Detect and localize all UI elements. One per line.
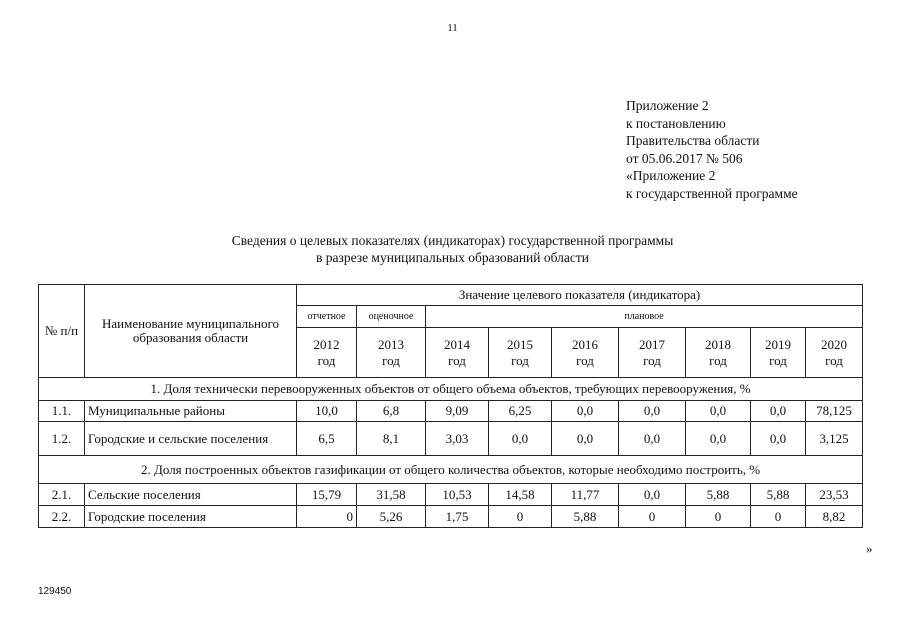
approval-line: Приложение 2 xyxy=(626,98,709,113)
row-num: 2.2. xyxy=(39,506,85,528)
row-num: 2.1. xyxy=(39,484,85,506)
row-value: 5,88 xyxy=(686,484,751,506)
row-value: 0,0 xyxy=(619,422,686,456)
row-value: 0 xyxy=(619,506,686,528)
approval-line: к постановлению xyxy=(626,115,726,131)
registration-number: 129450 xyxy=(38,586,72,597)
row-value: 9,09 xyxy=(426,401,489,422)
title-line: в разрезе муниципальных образований области xyxy=(316,250,589,265)
row-name: Муниципальные районы xyxy=(85,401,297,422)
header-row xyxy=(39,285,863,306)
header-value-group: Значение целевого показателя (индикатора) xyxy=(297,285,863,306)
row-num: 1.2. xyxy=(39,422,85,456)
header-year: 2018 год xyxy=(686,328,751,378)
row-value: 0,0 xyxy=(619,484,686,506)
header-year: 2013 год xyxy=(357,328,426,378)
row-value: 0,0 xyxy=(751,422,806,456)
header-year: 2012 год xyxy=(297,328,357,378)
section-row xyxy=(39,378,863,401)
row-value: 0,0 xyxy=(552,422,619,456)
approval-line: Правительства области xyxy=(626,133,760,148)
row-value: 5,26 xyxy=(357,506,426,528)
row-value: 0 xyxy=(751,506,806,528)
row-value: 0,0 xyxy=(489,422,552,456)
row-value: 31,58 xyxy=(357,484,426,506)
row-num: 1.1. xyxy=(39,401,85,422)
title-line: Сведения о целевых показателях (индикаторах) государственной программы xyxy=(231,233,674,248)
document-title xyxy=(0,232,905,266)
row-name: Городские поселения xyxy=(85,506,297,528)
row-name: Городские и сельские поселения xyxy=(85,422,297,456)
row-value: 23,53 xyxy=(806,484,863,506)
row-value: 14,58 xyxy=(489,484,552,506)
approval-line: от 05.06.2017 № 506 xyxy=(626,150,743,166)
approval-block xyxy=(626,97,798,202)
row-value: 0,0 xyxy=(686,401,751,422)
row-value: 5,88 xyxy=(552,506,619,528)
section-title: 1. Доля технически перевооруженных объектов от общего объема объектов, требующих перевооружения, % xyxy=(39,378,863,401)
row-value: 0 xyxy=(489,506,552,528)
closing-quote: » xyxy=(866,541,873,556)
header-year: 2019 год xyxy=(751,328,806,378)
row-value: 0,0 xyxy=(686,422,751,456)
section-row xyxy=(39,456,863,484)
header-name: Наименование муниципального образования области xyxy=(85,285,297,378)
page-number: 11 xyxy=(447,22,458,34)
row-value: 3,125 xyxy=(806,422,863,456)
row-value: 8,1 xyxy=(357,422,426,456)
table-row xyxy=(39,506,863,528)
row-value: 0,0 xyxy=(552,401,619,422)
row-value: 0 xyxy=(686,506,751,528)
row-name: Сельские поселения xyxy=(85,484,297,506)
table-row xyxy=(39,401,863,422)
header-year: 2014 год xyxy=(426,328,489,378)
table-row xyxy=(39,484,863,506)
row-value: 8,82 xyxy=(806,506,863,528)
row-value: 1,75 xyxy=(426,506,489,528)
indicators-table xyxy=(38,284,863,528)
approval-line: к государственной программе xyxy=(626,185,798,201)
approval-line: «Приложение 2 xyxy=(626,168,716,183)
header-year: 2016 год xyxy=(552,328,619,378)
row-value: 5,88 xyxy=(751,484,806,506)
header-planned: плановое xyxy=(426,306,863,328)
row-value: 6,25 xyxy=(489,401,552,422)
header-year: 2020 год xyxy=(806,328,863,378)
header-year: 2015 год xyxy=(489,328,552,378)
row-value: 10,0 xyxy=(297,401,357,422)
header-num: № п/п xyxy=(39,285,85,378)
header-estimated: оценочное xyxy=(357,306,426,328)
section-title: 2. Доля построенных объектов газификации от общего количества объектов, которые необходимо построить, % xyxy=(39,456,863,484)
row-value: 0,0 xyxy=(619,401,686,422)
row-value: 11,77 xyxy=(552,484,619,506)
row-value: 10,53 xyxy=(426,484,489,506)
row-value: 78,125 xyxy=(806,401,863,422)
row-value: 0,0 xyxy=(751,401,806,422)
row-value: 0 xyxy=(297,506,357,528)
table-row xyxy=(39,422,863,456)
row-value: 6,8 xyxy=(357,401,426,422)
header-year: 2017 год xyxy=(619,328,686,378)
row-value: 15,79 xyxy=(297,484,357,506)
row-value: 6,5 xyxy=(297,422,357,456)
header-reported: отчетное xyxy=(297,306,357,328)
row-value: 3,03 xyxy=(426,422,489,456)
